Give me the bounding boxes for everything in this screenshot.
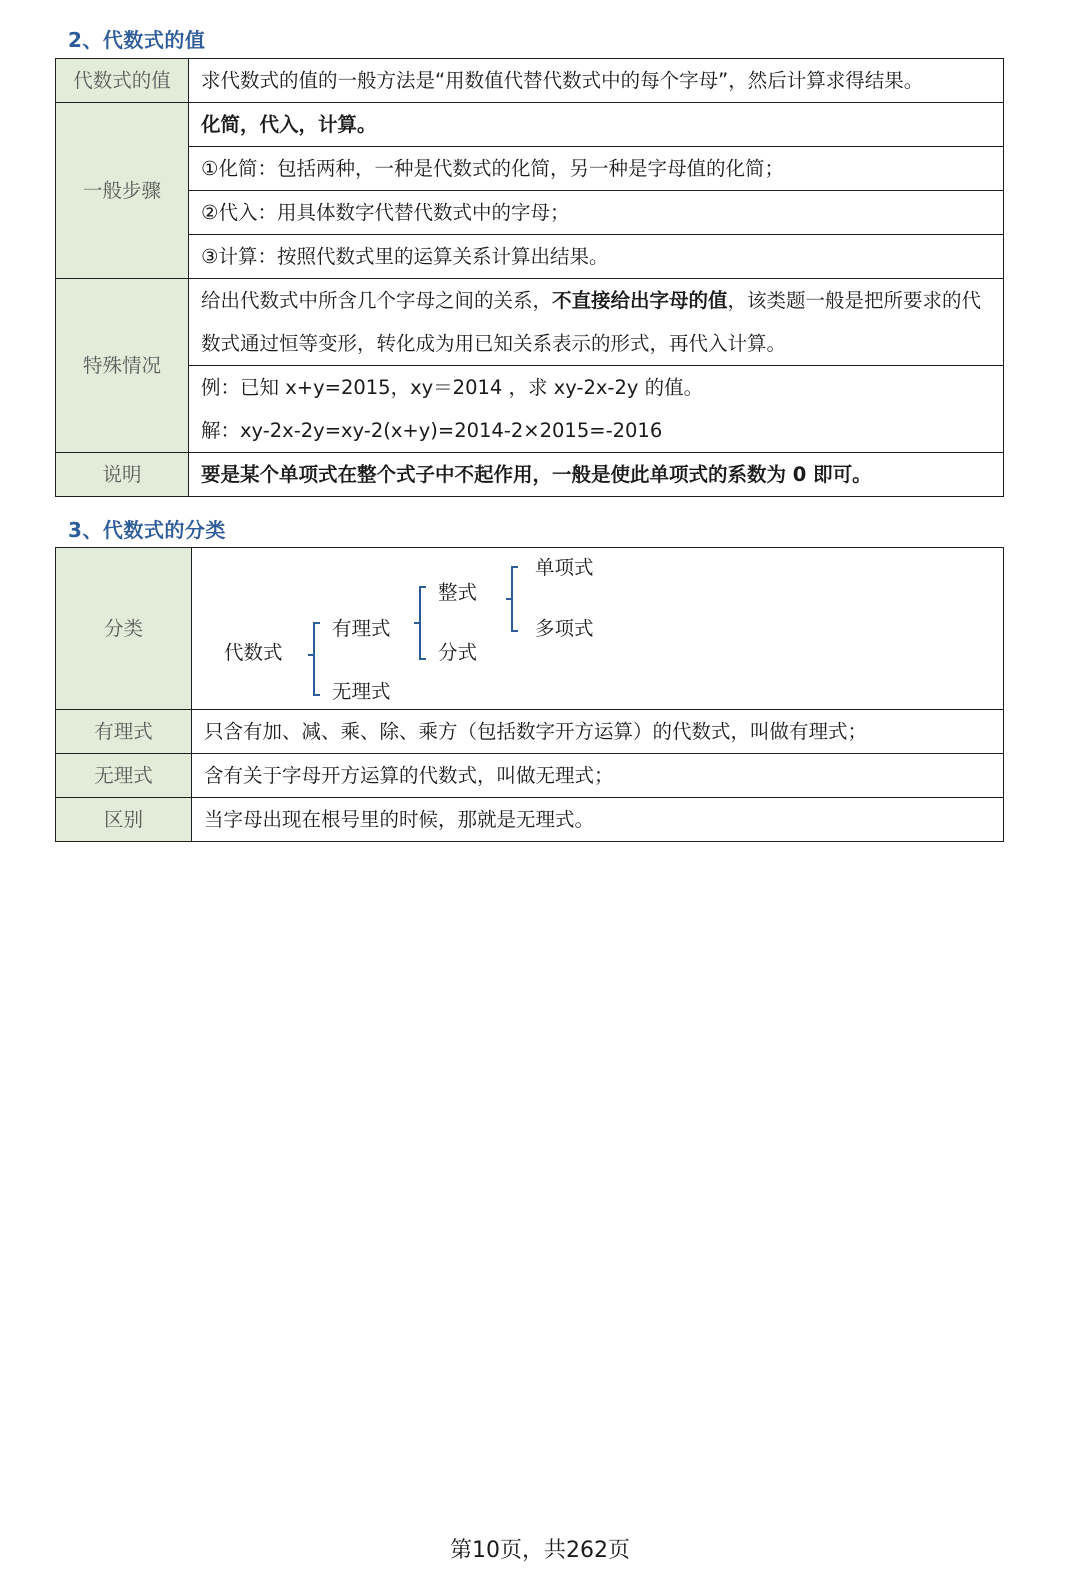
- classify-label: 分类: [56, 548, 192, 710]
- value-label: 代数式的值: [56, 59, 189, 103]
- node-rational: 有理式: [332, 616, 391, 640]
- steps-label: 一般步骤: [56, 103, 189, 279]
- node-irrational: 无理式: [332, 679, 391, 703]
- step-1: ①化简：包括两种，一种是代数式的化简，另一种是字母值的化简；: [189, 147, 1004, 191]
- note-text: 要是某个单项式在整个式子中不起作用，一般是使此单项式的系数为 0 即可。: [189, 453, 1004, 497]
- classification-diagram: [192, 549, 1003, 709]
- example-text: 例：已知 x+y=2015，xy＝2014 ，求 xy-2x-2y 的值。: [201, 376, 704, 399]
- brace-rational: [414, 587, 426, 659]
- special-text: 给出代数式中所含几个字母之间的关系，不直接给出字母的值，该类题一般是把所要求的代数式通过恒等变形，转化成为用已知关系表示的形式，再代入计算。: [189, 279, 1004, 366]
- value-text: 求代数式的值的一般方法是“用数值代替代数式中的每个字母”，然后计算求得结果。: [189, 59, 1004, 103]
- rational-label: 有理式: [56, 710, 192, 754]
- note-label: 说明: [56, 453, 189, 497]
- node-polynomial: 多项式: [535, 616, 594, 640]
- section-2-heading: 2、代数式的值: [68, 28, 206, 52]
- solution-text: 解：xy-2x-2y=xy-2(x+y)=2014-2×2015=-2016: [201, 419, 663, 442]
- classification-diagram-cell: [192, 548, 1004, 710]
- special-label: 特殊情况: [56, 279, 189, 453]
- example-cell: [189, 366, 1004, 453]
- brace-algebraic: [308, 623, 320, 695]
- node-integral: 整式: [438, 580, 478, 604]
- steps-title: 化简，代入，计算。: [189, 103, 1004, 147]
- classification-braces: [192, 549, 1005, 709]
- irrational-text: 含有关于字母开方运算的代数式，叫做无理式；: [192, 754, 1004, 798]
- node-monomial: 单项式: [535, 555, 594, 579]
- rational-text: 只含有加、减、乘、除、乘方（包括数字开方运算）的代数式，叫做有理式；: [192, 710, 1004, 754]
- difference-label: 区别: [56, 798, 192, 842]
- node-fractional: 分式: [438, 640, 478, 664]
- step-2: ②代入：用具体数字代替代数式中的字母；: [189, 191, 1004, 235]
- step-3: ③计算：按照代数式里的运算关系计算出结果。: [189, 235, 1004, 279]
- page-number: 第10页，共262页: [450, 1538, 630, 1563]
- brace-integral: [506, 567, 518, 631]
- section-3-heading: 3、代数式的分类: [68, 518, 226, 542]
- difference-text: 当字母出现在根号里的时候，那就是无理式。: [192, 798, 1004, 842]
- algebraic-value-table: [55, 58, 1004, 497]
- irrational-label: 无理式: [56, 754, 192, 798]
- classification-table: [55, 547, 1004, 842]
- node-algebraic: 代数式: [224, 640, 283, 664]
